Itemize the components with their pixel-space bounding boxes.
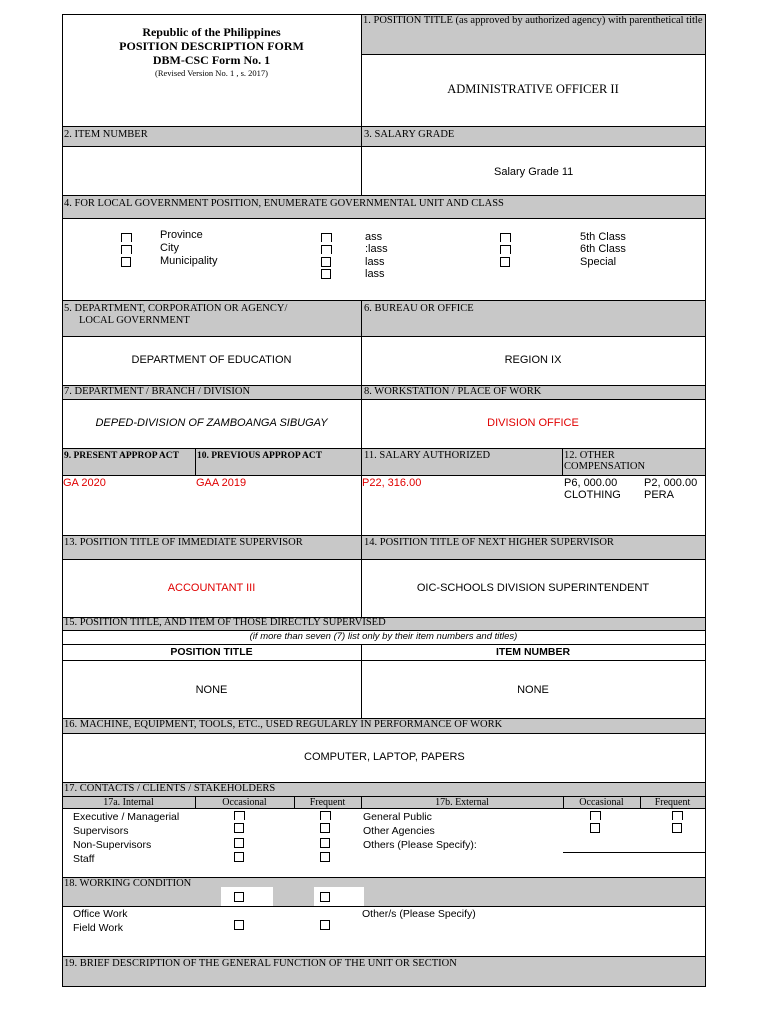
other-comp-type-1: CLOTHING [564,489,621,501]
lgu-municipality: Municipality [160,255,218,267]
header-revision: (Revised Version No. 1 , s. 2017) [155,68,268,78]
lgu-6th-class: 6th Class [580,243,626,255]
public-frequent-checkbox[interactable] [672,811,683,820]
lgu-class-4: lass [365,268,385,280]
s12-label-line1: 12. OTHER [564,450,615,461]
lgu-province: Province [160,229,203,241]
immediate-supervisor-value[interactable]: ACCOUNTANT III [167,582,256,594]
contact-others-specify: Others (Please Specify): [363,839,477,851]
s13-label: 13. POSITION TITLE OF IMMEDIATE SUPERVISOR [64,537,303,548]
agencies-frequent-checkbox[interactable] [672,823,682,833]
position-title-value[interactable]: ADMINISTRATIVE OFFICER II [447,82,619,96]
header-republic: Republic of the Philippines [142,25,281,39]
class-2-checkbox[interactable] [321,245,332,254]
s1-label: 1. POSITION TITLE (as approved by authorized agency) with parenthetical title [363,15,703,26]
previous-approp-value[interactable]: GAA 2019 [196,477,247,489]
s15-note: (if more than seven (7) list only by their item numbers and titles) [249,631,518,642]
equipment-value[interactable]: COMPUTER, LAPTOP, PAPERS [304,751,465,763]
s5-label-line2: LOCAL GOVERNMENT [79,315,190,326]
agencies-occasional-checkbox[interactable] [590,823,600,833]
condition-field-work: Field Work [73,922,123,934]
s18-label: 18. WORKING CONDITION [64,878,192,889]
municipality-checkbox[interactable] [121,257,131,267]
non-supervisors-occasional-checkbox[interactable] [234,838,244,848]
division-value[interactable]: DEPED-DIVISION OF ZAMBOANGA SIBUGAY [95,417,328,429]
s4-label: 4. FOR LOCAL GOVERNMENT POSITION, ENUMERATE GOVERNMENTAL UNIT AND CLASS [64,198,504,209]
lgu-class-1: ass [365,231,383,243]
s12-label-line2: COMPENSATION [564,461,646,472]
s9-label: 9. PRESENT APPROP ACT [64,451,179,461]
s17-external-header: 17b. External [435,797,489,808]
present-approp-value[interactable]: GA 2020 [63,477,106,489]
class-4-checkbox[interactable] [321,269,331,279]
other-comp-amount-1[interactable]: P6, 000.00 [564,477,618,489]
s2-label: 2. ITEM NUMBER [64,129,148,140]
contact-supervisors: Supervisors [73,825,129,837]
other-comp-type-2: PERA [644,489,674,501]
condition-office-work: Office Work [73,908,128,920]
special-checkbox[interactable] [500,257,510,267]
s3-label: 3. SALARY GRADE [364,129,455,140]
staff-occasional-checkbox[interactable] [234,852,244,862]
bureau-value[interactable]: REGION IX [504,354,562,366]
s6-label: 6. BUREAU OR OFFICE [364,303,474,314]
executive-frequent-checkbox[interactable] [320,811,331,820]
s15-col-position-title: POSITION TITLE [170,646,253,658]
s15-col-item-number: ITEM NUMBER [495,646,571,658]
executive-occasional-checkbox[interactable] [234,811,245,820]
s16-label: 16. MACHINE, EQUIPMENT, TOOLS, ETC., USED REGULARLY IN PERFORMANCE OF WORK [64,719,503,730]
province-checkbox[interactable] [121,233,132,242]
s8-label: 8. WORKSTATION / PLACE OF WORK [364,386,542,397]
form-header [62,26,361,79]
salary-grade-value[interactable]: Salary Grade 11 [494,166,574,178]
s17-external-frequent: Frequent [654,797,691,808]
department-value[interactable]: DEPARTMENT OF EDUCATION [131,354,292,366]
s17-internal-frequent: Frequent [309,797,346,808]
s17-label: 17. CONTACTS / CLIENTS / STAKEHOLDERS [64,783,276,794]
contact-general-public: General Public [363,811,432,823]
field-work-occasional-checkbox[interactable] [234,920,244,930]
non-supervisors-frequent-checkbox[interactable] [320,838,330,848]
s15-label: 15. POSITION TITLE, AND ITEM OF THOSE DIRECTLY SUPERVISED [64,617,386,628]
s17-internal-occasional: Occasional [222,797,267,808]
next-supervisor-value[interactable]: OIC-SCHOOLS DIVISION SUPERINTENDENT [416,582,650,594]
condition-others-specify: Other/s (Please Specify) [362,908,476,920]
contact-staff: Staff [73,853,95,865]
contact-non-supervisors: Non-Supervisors [73,839,152,851]
lgu-class-2: :lass [365,243,388,255]
s5-label-line1: 5. DEPARTMENT, CORPORATION OR AGENCY/ [64,303,288,314]
s17-internal-header: 17a. Internal [103,797,154,808]
s19-label: 19. BRIEF DESCRIPTION OF THE GENERAL FUNCTION OF THE UNIT OR SECTION [64,958,457,969]
condition-1-checkbox[interactable] [234,892,244,902]
staff-frequent-checkbox[interactable] [320,852,330,862]
5th-class-checkbox[interactable] [500,233,511,242]
contact-executive: Executive / Managerial [73,811,180,823]
class-1-checkbox[interactable] [321,233,332,242]
contact-other-agencies: Other Agencies [363,825,435,837]
s11-label: 11. SALARY AUTHORIZED [364,450,491,461]
supervisors-frequent-checkbox[interactable] [320,823,330,833]
supervised-item-value[interactable]: NONE [517,684,549,696]
city-checkbox[interactable] [121,245,132,254]
lgu-class-3: lass [365,256,385,268]
s17-external-occasional: Occasional [579,797,624,808]
header-form-title: POSITION DESCRIPTION FORM [119,39,304,53]
class-3-checkbox[interactable] [321,257,331,267]
6th-class-checkbox[interactable] [500,245,511,254]
public-occasional-checkbox[interactable] [590,811,601,820]
workstation-value[interactable]: DIVISION OFFICE [487,417,579,429]
other-comp-amount-2[interactable]: P2, 000.00 [644,477,698,489]
lgu-5th-class: 5th Class [580,231,626,243]
salary-authorized-value[interactable]: P22, 316.00 [362,477,422,489]
s14-label: 14. POSITION TITLE OF NEXT HIGHER SUPERVISOR [364,537,614,548]
s10-label: 10. PREVIOUS APPROP ACT [197,451,323,461]
supervised-position-value[interactable]: NONE [195,684,228,696]
header-form-number: DBM-CSC Form No. 1 [152,53,271,67]
lgu-special: Special [580,256,617,268]
lgu-city: City [160,242,179,254]
field-work-frequent-checkbox[interactable] [320,920,330,930]
condition-2-checkbox[interactable] [320,892,330,902]
supervisors-occasional-checkbox[interactable] [234,823,244,833]
s7-label: 7. DEPARTMENT / BRANCH / DIVISION [64,386,251,397]
